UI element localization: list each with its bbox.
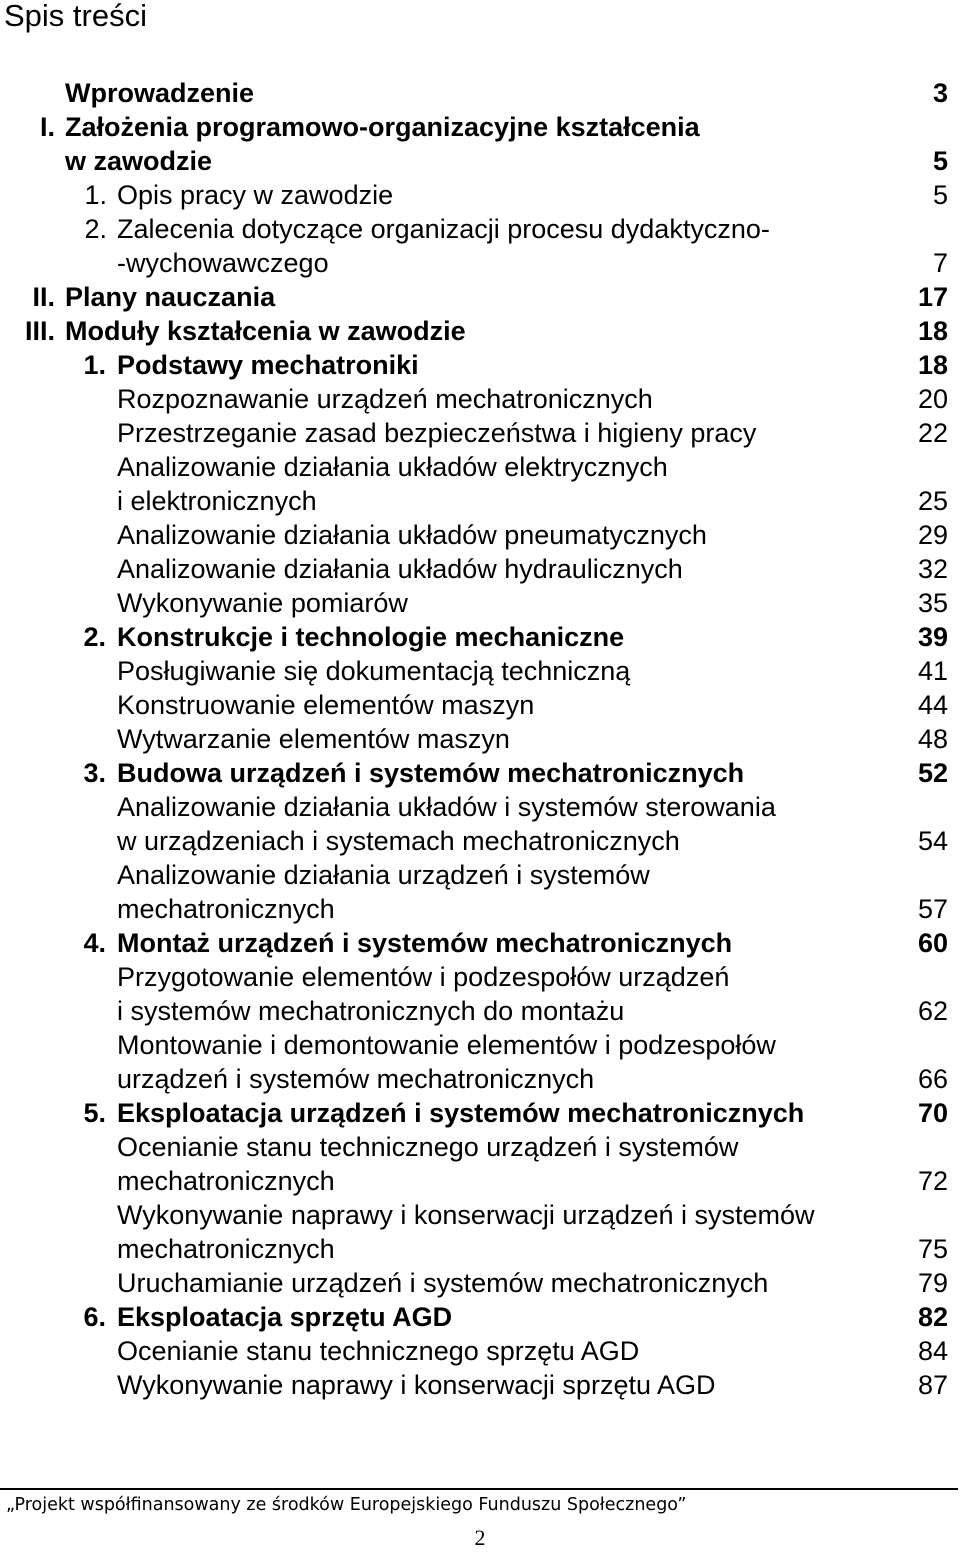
toc-entry-page: 18 bbox=[917, 350, 948, 380]
toc-entry-number: I. bbox=[39, 112, 55, 142]
toc-entry bbox=[0, 654, 960, 688]
toc-entry-page: 87 bbox=[917, 1370, 948, 1400]
toc-entry-page: 75 bbox=[917, 1234, 948, 1264]
toc-entry bbox=[0, 348, 960, 382]
toc-entry-title: Uruchamianie urządzeń i systemów mechatronicznych bbox=[117, 1268, 769, 1298]
toc-entry-title: i elektronicznych bbox=[117, 486, 317, 516]
toc-entry-page: 48 bbox=[917, 724, 948, 754]
toc-entry-number: II. bbox=[32, 282, 55, 312]
toc-entry bbox=[0, 1130, 960, 1164]
toc-entry bbox=[0, 1300, 960, 1334]
table-of-contents bbox=[0, 76, 960, 1402]
toc-entry-page: 25 bbox=[917, 486, 948, 516]
toc-entry-page: 66 bbox=[917, 1064, 948, 1094]
toc-entry-page: 18 bbox=[917, 316, 948, 346]
toc-entry-number: 2. bbox=[84, 214, 107, 244]
toc-entry-number: 6. bbox=[83, 1302, 106, 1332]
toc-entry-title: Montaż urządzeń i systemów mechatronicznych bbox=[117, 928, 733, 958]
toc-entry-page: 62 bbox=[917, 996, 948, 1026]
toc-entry bbox=[0, 144, 960, 178]
toc-entry-title: Konstruowanie elementów maszyn bbox=[117, 690, 535, 720]
toc-entry-title: Rozpoznawanie urządzeń mechatronicznych bbox=[117, 384, 653, 414]
toc-entry bbox=[0, 586, 960, 620]
toc-entry bbox=[0, 552, 960, 586]
toc-entry-title: w urządzeniach i systemach mechatronicznych bbox=[117, 826, 680, 856]
toc-entry bbox=[0, 1028, 960, 1062]
toc-entry bbox=[0, 246, 960, 280]
toc-entry-title: Ocenianie stanu technicznego sprzętu AGD bbox=[117, 1336, 640, 1366]
page-number: 2 bbox=[474, 1525, 486, 1550]
toc-entry-title: Wprowadzenie bbox=[65, 78, 255, 108]
toc-entry bbox=[0, 1266, 960, 1300]
toc-entry-page: 32 bbox=[917, 554, 948, 584]
toc-entry-page: 79 bbox=[917, 1268, 948, 1298]
toc-entry bbox=[0, 416, 960, 450]
toc-entry bbox=[0, 1164, 960, 1198]
toc-entry-title: Moduły kształcenia w zawodzie bbox=[65, 316, 466, 346]
toc-entry-page: 29 bbox=[917, 520, 948, 550]
toc-entry-title: Wykonywanie pomiarów bbox=[117, 588, 408, 618]
toc-entry-number: 1. bbox=[84, 180, 107, 210]
toc-entry-title: urządzeń i systemów mechatronicznych bbox=[117, 1064, 595, 1094]
toc-entry-title: Analizowanie działania urządzeń i systemów bbox=[117, 860, 650, 890]
toc-entry-title: mechatronicznych bbox=[117, 1234, 335, 1264]
toc-entry bbox=[0, 212, 960, 246]
toc-entry-page: 22 bbox=[917, 418, 948, 448]
toc-entry-page: 57 bbox=[917, 894, 948, 924]
toc-entry bbox=[0, 1198, 960, 1232]
toc-entry-title: Eksploatacja sprzętu AGD bbox=[117, 1302, 453, 1332]
toc-entry-title: i systemów mechatronicznych do montażu bbox=[117, 996, 625, 1026]
toc-entry-number: 1. bbox=[83, 350, 106, 380]
toc-entry-number: 5. bbox=[83, 1098, 106, 1128]
toc-entry-title: Analizowanie działania układów pneumatycznych bbox=[117, 520, 707, 550]
toc-entry-number: 2. bbox=[83, 622, 106, 652]
toc-entry bbox=[0, 994, 960, 1028]
toc-entry-page: 72 bbox=[917, 1166, 948, 1196]
toc-entry-title: Wykonywanie naprawy i konserwacji urządzeń i systemów bbox=[117, 1200, 815, 1230]
toc-entry bbox=[0, 1232, 960, 1266]
toc-entry bbox=[0, 382, 960, 416]
toc-entry bbox=[0, 110, 960, 144]
toc-entry-page: 35 bbox=[917, 588, 948, 618]
toc-entry-page: 20 bbox=[917, 384, 948, 414]
toc-entry bbox=[0, 620, 960, 654]
toc-entry-title: Podstawy mechatroniki bbox=[117, 350, 419, 380]
toc-entry-title: Założenia programowo-organizacyjne kształcenia bbox=[65, 112, 700, 142]
toc-entry-page: 84 bbox=[917, 1336, 948, 1366]
toc-entry-page: 5 bbox=[932, 146, 948, 176]
toc-entry-title: Opis pracy w zawodzie bbox=[117, 180, 394, 210]
toc-entry bbox=[0, 280, 960, 314]
toc-entry-number: III. bbox=[24, 316, 55, 346]
toc-entry bbox=[0, 1096, 960, 1130]
toc-entry bbox=[0, 450, 960, 484]
toc-entry-title: Eksploatacja urządzeń i systemów mechatronicznych bbox=[117, 1098, 805, 1128]
toc-entry-title: Plany nauczania bbox=[65, 282, 276, 312]
toc-entry-title: mechatronicznych bbox=[117, 894, 335, 924]
toc-entry bbox=[0, 926, 960, 960]
toc-entry-page: 39 bbox=[917, 622, 948, 652]
toc-entry bbox=[0, 1368, 960, 1402]
toc-entry bbox=[0, 76, 960, 110]
toc-entry-page: 52 bbox=[917, 758, 948, 788]
toc-entry bbox=[0, 1334, 960, 1368]
toc-entry-title: Posługiwanie się dokumentacją techniczną bbox=[117, 656, 631, 686]
toc-entry-title: Wykonywanie naprawy i konserwacji sprzętu AGD bbox=[117, 1370, 716, 1400]
toc-entry-number: 4. bbox=[83, 928, 106, 958]
toc-entry-title: w zawodzie bbox=[65, 146, 213, 176]
toc-entry-title: Analizowanie działania układów i systemów sterowania bbox=[117, 792, 776, 822]
toc-entry bbox=[0, 892, 960, 926]
toc-entry-page: 7 bbox=[932, 248, 948, 278]
toc-entry-title: -wychowawczego bbox=[117, 248, 329, 278]
toc-entry-title: Przestrzeganie zasad bezpieczeństwa i higieny pracy bbox=[117, 418, 757, 448]
toc-entry-page: 54 bbox=[917, 826, 948, 856]
toc-entry-number: 3. bbox=[83, 758, 106, 788]
toc-entry bbox=[0, 178, 960, 212]
toc-entry-page: 60 bbox=[917, 928, 948, 958]
toc-entry-title: Konstrukcje i technologie mechaniczne bbox=[117, 622, 625, 652]
toc-entry-page: 3 bbox=[932, 78, 948, 108]
toc-entry bbox=[0, 960, 960, 994]
toc-entry-page: 5 bbox=[932, 180, 948, 210]
toc-entry-title: mechatronicznych bbox=[117, 1166, 335, 1196]
toc-entry bbox=[0, 756, 960, 790]
toc-entry bbox=[0, 314, 960, 348]
footer-divider bbox=[0, 1488, 958, 1490]
toc-entry bbox=[0, 858, 960, 892]
toc-entry-title: Analizowanie działania układów elektrycznych bbox=[117, 452, 668, 482]
toc-entry-page: 17 bbox=[917, 282, 948, 312]
toc-entry bbox=[0, 790, 960, 824]
toc-entry bbox=[0, 518, 960, 552]
toc-entry-title: Przygotowanie elementów i podzespołów urządzeń bbox=[117, 962, 730, 992]
toc-entry bbox=[0, 688, 960, 722]
toc-entry bbox=[0, 722, 960, 756]
toc-entry-title: Zalecenia dotyczące organizacji procesu dydaktyczno- bbox=[117, 214, 770, 244]
toc-entry-page: 82 bbox=[917, 1302, 948, 1332]
toc-entry bbox=[0, 1062, 960, 1096]
toc-entry-page: 70 bbox=[917, 1098, 948, 1128]
toc-entry bbox=[0, 484, 960, 518]
page-title: Spis treści bbox=[4, 0, 147, 33]
toc-entry bbox=[0, 824, 960, 858]
toc-entry-title: Budowa urządzeń i systemów mechatronicznych bbox=[117, 758, 745, 788]
toc-entry-title: Analizowanie działania układów hydraulicznych bbox=[117, 554, 683, 584]
toc-entry-page: 41 bbox=[917, 656, 948, 686]
toc-entry-page: 44 bbox=[917, 690, 948, 720]
toc-entry-title: Ocenianie stanu technicznego urządzeń i systemów bbox=[117, 1132, 739, 1162]
footer-text: „Projekt współfinansowany ze środków Europejskiego Funduszu Społecznego” bbox=[6, 1495, 687, 1515]
toc-entry-title: Montowanie i demontowanie elementów i podzespołów bbox=[117, 1030, 776, 1060]
toc-entry-title: Wytwarzanie elementów maszyn bbox=[117, 724, 510, 754]
